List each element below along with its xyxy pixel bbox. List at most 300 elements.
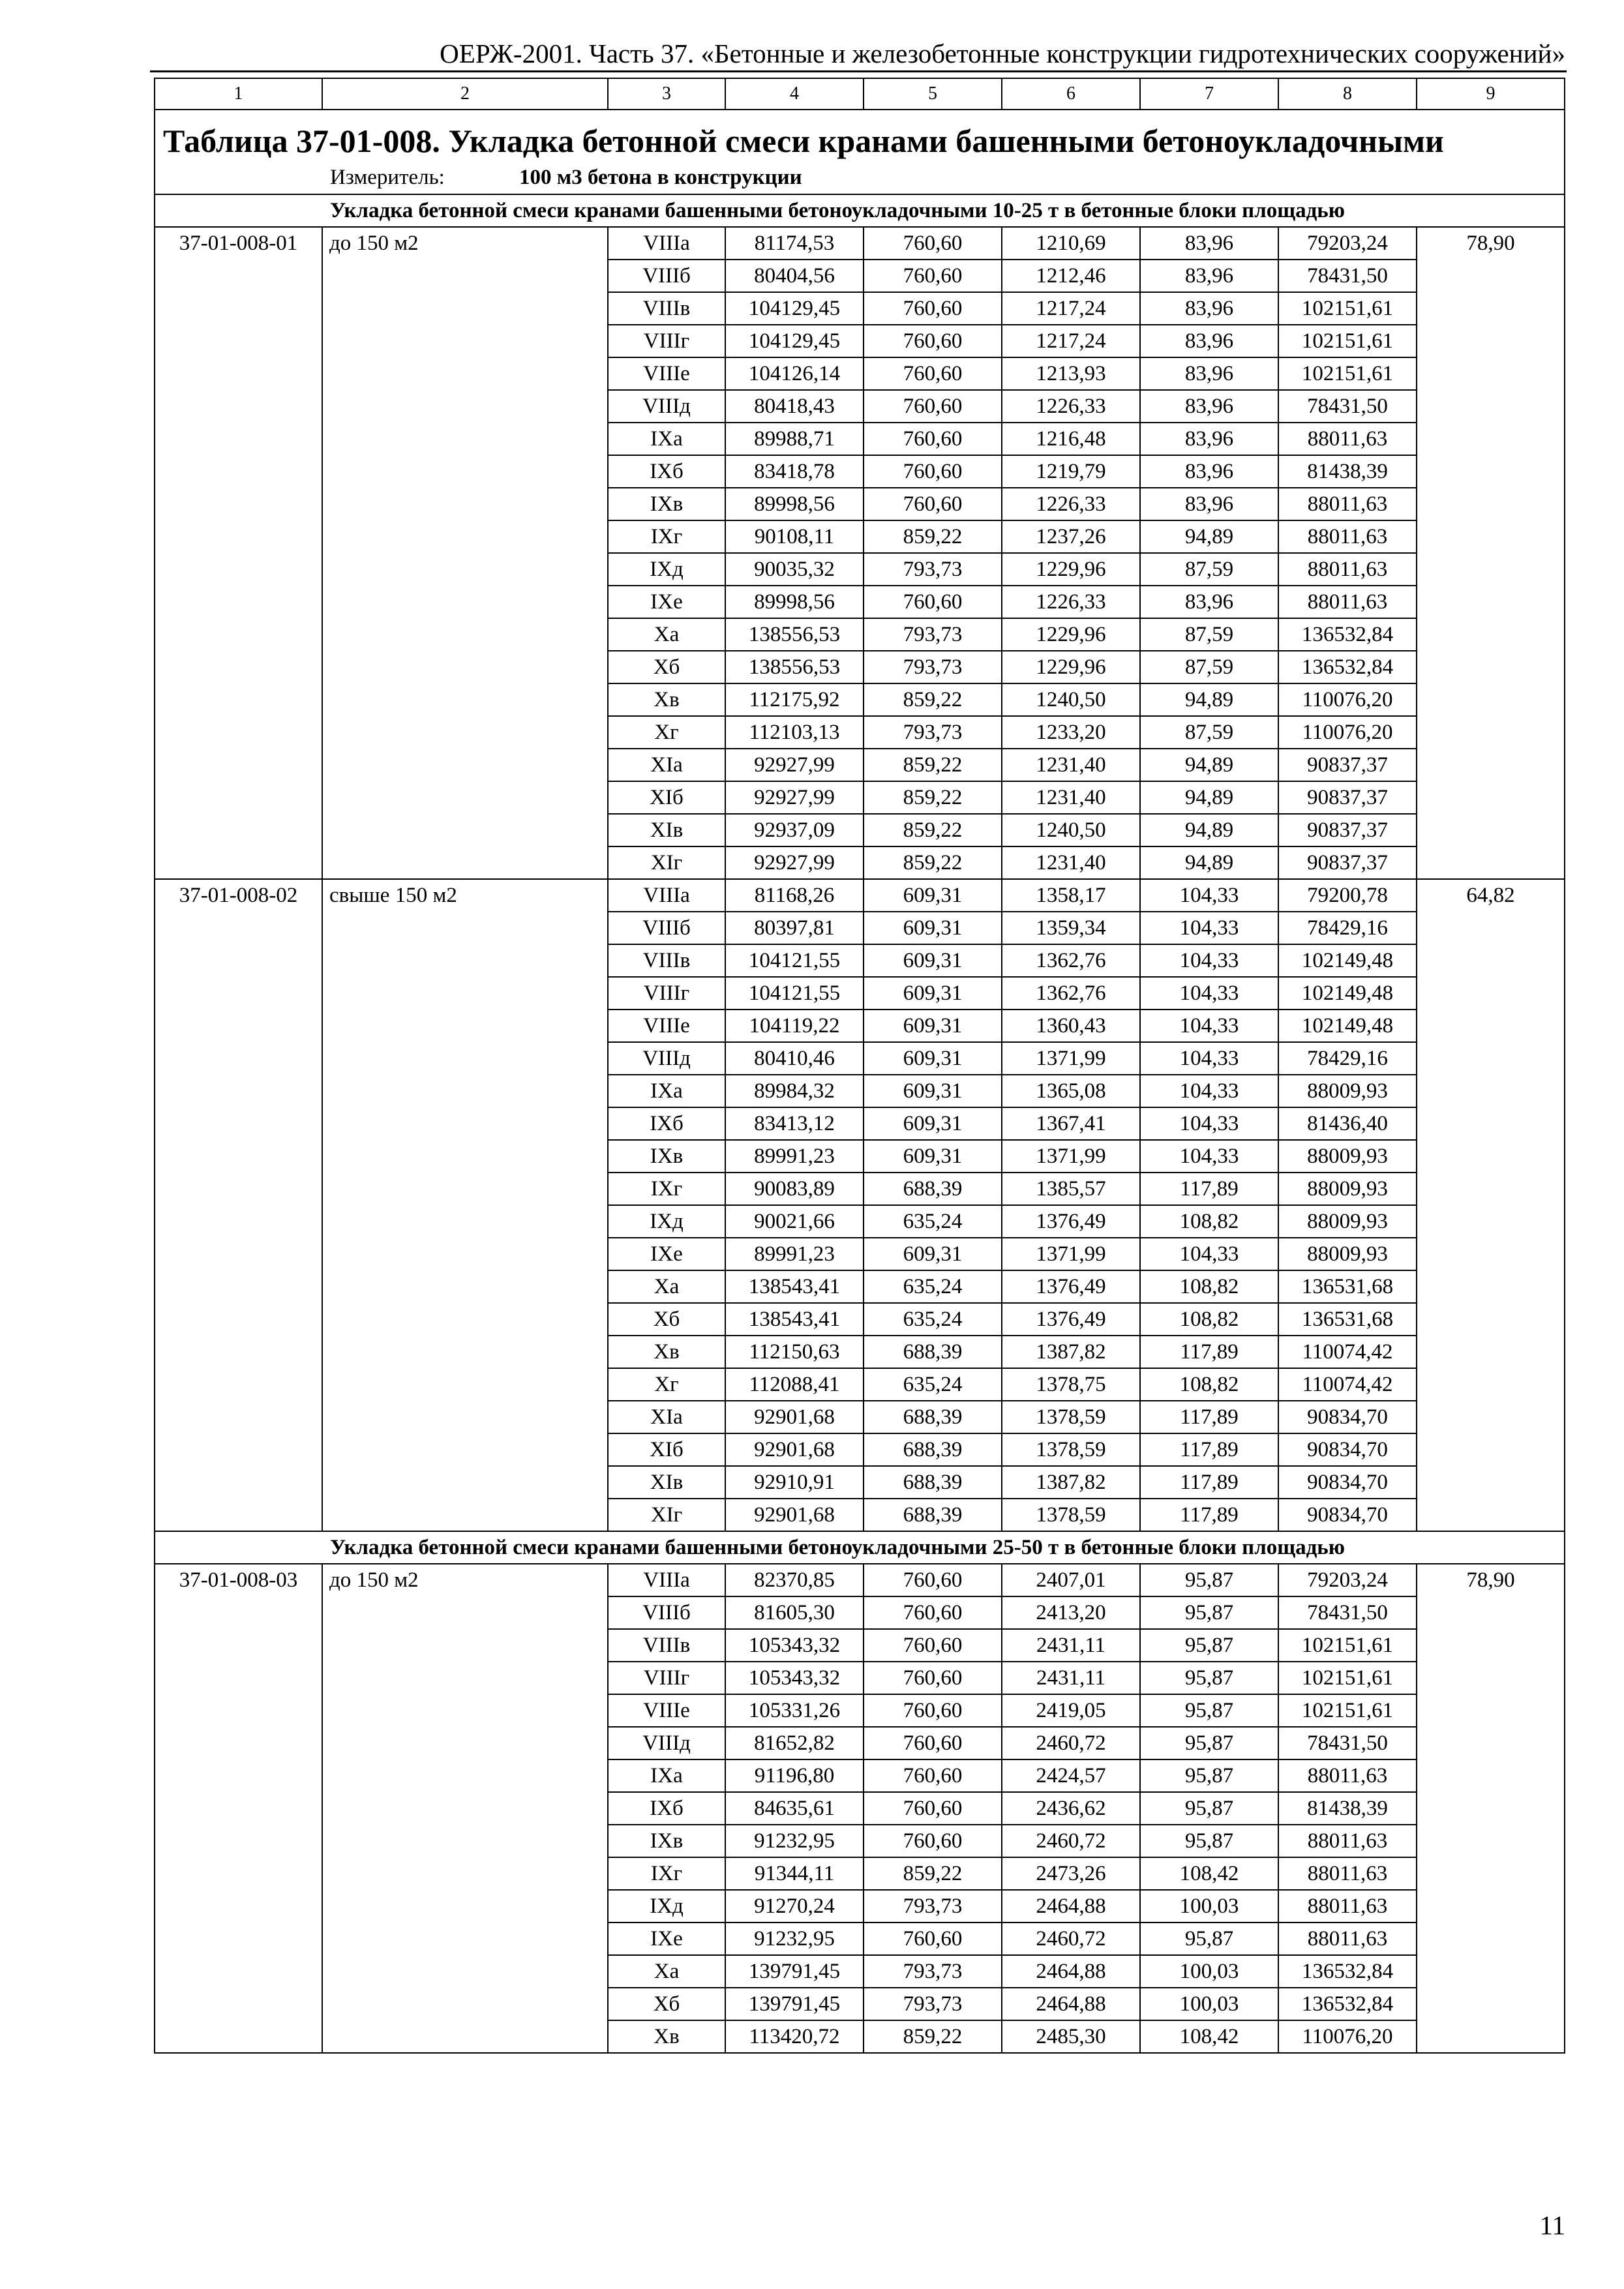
material-cost: 90837,37 <box>1278 846 1417 879</box>
operator-wage: 104,33 <box>1140 1140 1278 1173</box>
measure-row <box>155 161 1565 194</box>
labor-cost: 859,22 <box>864 749 1002 781</box>
operator-wage: 108,42 <box>1140 1857 1278 1890</box>
operator-wage: 104,33 <box>1140 879 1278 912</box>
machine-cost: 2436,62 <box>1002 1792 1140 1825</box>
total-cost: 82370,85 <box>725 1564 864 1596</box>
territory-class: VIIIа <box>608 227 725 260</box>
total-cost: 138543,41 <box>725 1270 864 1303</box>
operator-wage: 117,89 <box>1140 1401 1278 1433</box>
territory-class: IXд <box>608 1205 725 1238</box>
column-number: 1 <box>155 78 322 110</box>
operator-wage: 83,96 <box>1140 423 1278 455</box>
labor-cost: 793,73 <box>864 553 1002 586</box>
labor-cost: 793,73 <box>864 618 1002 651</box>
page-number: 11 <box>1539 2210 1565 2240</box>
material-cost: 78429,16 <box>1278 912 1417 944</box>
operator-wage: 94,89 <box>1140 683 1278 716</box>
machine-cost: 1217,24 <box>1002 325 1140 357</box>
labor-cost: 609,31 <box>864 879 1002 912</box>
material-cost: 102151,61 <box>1278 357 1417 390</box>
material-cost: 78431,50 <box>1278 260 1417 292</box>
column-number: 2 <box>322 78 608 110</box>
material-cost: 88011,63 <box>1278 1890 1417 1922</box>
total-cost: 91232,95 <box>725 1922 864 1955</box>
total-cost: 89988,71 <box>725 423 864 455</box>
territory-class: IXа <box>608 1759 725 1792</box>
labor-cost: 793,73 <box>864 1955 1002 1988</box>
machine-cost: 1226,33 <box>1002 488 1140 520</box>
labor-cost: 609,31 <box>864 944 1002 977</box>
machine-cost: 1387,82 <box>1002 1336 1140 1368</box>
total-cost: 89998,56 <box>725 586 864 618</box>
machine-cost: 1217,24 <box>1002 292 1140 325</box>
material-cost: 102151,61 <box>1278 1662 1417 1694</box>
material-cost: 136532,84 <box>1278 1955 1417 1988</box>
machine-cost: 2485,30 <box>1002 2020 1140 2053</box>
territory-class: IXв <box>608 1825 725 1857</box>
total-cost: 81652,82 <box>725 1727 864 1759</box>
machine-cost: 1231,40 <box>1002 846 1140 879</box>
labor-cost: 760,60 <box>864 260 1002 292</box>
total-cost: 89991,23 <box>725 1140 864 1173</box>
machine-cost: 1371,99 <box>1002 1140 1140 1173</box>
total-cost: 92927,99 <box>725 846 864 879</box>
machine-cost: 1226,33 <box>1002 586 1140 618</box>
material-cost: 102149,48 <box>1278 944 1417 977</box>
operator-wage: 117,89 <box>1140 1173 1278 1205</box>
machine-cost: 2460,72 <box>1002 1922 1140 1955</box>
rate-name: до 150 м2 <box>322 1564 608 2053</box>
material-cost: 88011,63 <box>1278 1825 1417 1857</box>
material-cost: 110076,20 <box>1278 2020 1417 2053</box>
operator-wage: 95,87 <box>1140 1759 1278 1792</box>
territory-class: VIIIе <box>608 357 725 390</box>
total-cost: 91344,11 <box>725 1857 864 1890</box>
territory-class: Xб <box>608 1303 725 1336</box>
labor-cost: 609,31 <box>864 1042 1002 1075</box>
column-number: 3 <box>608 78 725 110</box>
column-numbers-row <box>155 78 1565 110</box>
labor-cost: 793,73 <box>864 1988 1002 2020</box>
territory-class: VIIIб <box>608 912 725 944</box>
machine-cost: 2464,88 <box>1002 1955 1140 1988</box>
material-cost: 78431,50 <box>1278 1727 1417 1759</box>
territory-class: VIIIд <box>608 390 725 423</box>
material-cost: 88011,63 <box>1278 488 1417 520</box>
material-cost: 90834,70 <box>1278 1499 1417 1531</box>
total-cost: 104126,14 <box>725 357 864 390</box>
machine-cost: 2460,72 <box>1002 1727 1140 1759</box>
operator-wage: 95,87 <box>1140 1792 1278 1825</box>
territory-class: XIг <box>608 846 725 879</box>
territory-class: Xг <box>608 1368 725 1401</box>
material-cost: 136532,84 <box>1278 618 1417 651</box>
operator-wage: 108,82 <box>1140 1205 1278 1238</box>
operator-wage: 100,03 <box>1140 1955 1278 1988</box>
measure-label: Измеритель: <box>330 166 445 189</box>
operator-wage: 94,89 <box>1140 846 1278 879</box>
territory-class: Xв <box>608 2020 725 2053</box>
operator-wage: 100,03 <box>1140 1988 1278 2020</box>
table-title-cell <box>155 110 1565 161</box>
territory-class: XIв <box>608 1466 725 1499</box>
territory-class: Xа <box>608 1955 725 1988</box>
material-cost: 90837,37 <box>1278 749 1417 781</box>
operator-wage: 104,33 <box>1140 1042 1278 1075</box>
territory-class: IXб <box>608 1107 725 1140</box>
machine-cost: 1212,46 <box>1002 260 1140 292</box>
total-cost: 112175,92 <box>725 683 864 716</box>
labor-cost: 688,39 <box>864 1401 1002 1433</box>
operator-wage: 83,96 <box>1140 325 1278 357</box>
labor-cost: 760,60 <box>864 1727 1002 1759</box>
labor-cost: 688,39 <box>864 1173 1002 1205</box>
total-cost: 91270,24 <box>725 1890 864 1922</box>
territory-class: VIIIв <box>608 1629 725 1662</box>
material-cost: 90834,70 <box>1278 1466 1417 1499</box>
machine-cost: 1362,76 <box>1002 944 1140 977</box>
territory-class: XIг <box>608 1499 725 1531</box>
section-heading-row <box>155 194 1565 227</box>
territory-class: IXе <box>608 586 725 618</box>
machine-cost: 1376,49 <box>1002 1303 1140 1336</box>
total-cost: 92910,91 <box>725 1466 864 1499</box>
material-cost: 88011,63 <box>1278 1759 1417 1792</box>
labor-cost: 760,60 <box>864 1759 1002 1792</box>
rate-name: свыше 150 м2 <box>322 879 608 1531</box>
labor-cost: 688,39 <box>864 1433 1002 1466</box>
total-cost: 92901,68 <box>725 1499 864 1531</box>
labor-cost: 609,31 <box>864 1238 1002 1270</box>
operator-wage: 95,87 <box>1140 1694 1278 1727</box>
total-cost: 81168,26 <box>725 879 864 912</box>
machine-cost: 1365,08 <box>1002 1075 1140 1107</box>
material-cost: 110076,20 <box>1278 716 1417 749</box>
territory-class: Xб <box>608 651 725 683</box>
total-cost: 104121,55 <box>725 944 864 977</box>
machine-cost: 2431,11 <box>1002 1662 1140 1694</box>
operator-wage: 83,96 <box>1140 357 1278 390</box>
territory-class: VIIIв <box>608 944 725 977</box>
labor-hours: 64,82 <box>1417 879 1565 1531</box>
material-cost: 88009,93 <box>1278 1140 1417 1173</box>
column-number: 6 <box>1002 78 1140 110</box>
labor-hours: 78,90 <box>1417 227 1565 879</box>
machine-cost: 2419,05 <box>1002 1694 1140 1727</box>
operator-wage: 94,89 <box>1140 749 1278 781</box>
table-title-row <box>155 110 1565 161</box>
section-heading-row <box>155 1531 1565 1564</box>
material-cost: 88009,93 <box>1278 1075 1417 1107</box>
material-cost: 81438,39 <box>1278 1792 1417 1825</box>
material-cost: 88009,93 <box>1278 1238 1417 1270</box>
labor-cost: 859,22 <box>864 814 1002 846</box>
territory-class: VIIIв <box>608 292 725 325</box>
total-cost: 112088,41 <box>725 1368 864 1401</box>
labor-cost: 635,24 <box>864 1205 1002 1238</box>
territory-class: IXе <box>608 1922 725 1955</box>
total-cost: 138556,53 <box>725 618 864 651</box>
labor-cost: 760,60 <box>864 1662 1002 1694</box>
territory-class: XIб <box>608 781 725 814</box>
territory-class: IXд <box>608 1890 725 1922</box>
operator-wage: 95,87 <box>1140 1596 1278 1629</box>
machine-cost: 1387,82 <box>1002 1466 1140 1499</box>
labor-cost: 635,24 <box>864 1303 1002 1336</box>
operator-wage: 83,96 <box>1140 260 1278 292</box>
operator-wage: 100,03 <box>1140 1890 1278 1922</box>
total-cost: 89991,23 <box>725 1238 864 1270</box>
labor-cost: 760,60 <box>864 586 1002 618</box>
material-cost: 88009,93 <box>1278 1173 1417 1205</box>
material-cost: 90834,70 <box>1278 1433 1417 1466</box>
total-cost: 92901,68 <box>725 1401 864 1433</box>
labor-cost: 760,60 <box>864 1694 1002 1727</box>
territory-class: VIIIб <box>608 260 725 292</box>
operator-wage: 83,96 <box>1140 586 1278 618</box>
labor-cost: 635,24 <box>864 1270 1002 1303</box>
total-cost: 105343,32 <box>725 1662 864 1694</box>
material-cost: 78431,50 <box>1278 390 1417 423</box>
operator-wage: 94,89 <box>1140 814 1278 846</box>
territory-class: IXе <box>608 1238 725 1270</box>
operator-wage: 95,87 <box>1140 1825 1278 1857</box>
total-cost: 89984,32 <box>725 1075 864 1107</box>
territory-class: XIв <box>608 814 725 846</box>
labor-cost: 688,39 <box>864 1336 1002 1368</box>
territory-class: IXг <box>608 520 725 553</box>
material-cost: 79203,24 <box>1278 1564 1417 1596</box>
machine-cost: 1358,17 <box>1002 879 1140 912</box>
machine-cost: 1229,96 <box>1002 651 1140 683</box>
measure-cell <box>155 161 1565 194</box>
machine-cost: 1371,99 <box>1002 1238 1140 1270</box>
material-cost: 81436,40 <box>1278 1107 1417 1140</box>
machine-cost: 2431,11 <box>1002 1629 1140 1662</box>
machine-cost: 1362,76 <box>1002 977 1140 1010</box>
territory-class: IXб <box>608 455 725 488</box>
total-cost: 139791,45 <box>725 1988 864 2020</box>
material-cost: 102149,48 <box>1278 1010 1417 1042</box>
operator-wage: 94,89 <box>1140 520 1278 553</box>
rates-table <box>154 78 1565 2054</box>
rate-name: до 150 м2 <box>322 227 608 879</box>
labor-cost: 760,60 <box>864 1564 1002 1596</box>
labor-cost: 760,60 <box>864 1825 1002 1857</box>
table-row <box>155 227 1565 260</box>
operator-wage: 108,82 <box>1140 1303 1278 1336</box>
operator-wage: 104,33 <box>1140 1107 1278 1140</box>
machine-cost: 1226,33 <box>1002 390 1140 423</box>
labor-cost: 609,31 <box>864 1107 1002 1140</box>
labor-cost: 635,24 <box>864 1368 1002 1401</box>
material-cost: 136532,84 <box>1278 651 1417 683</box>
territory-class: Xб <box>608 1988 725 2020</box>
labor-cost: 760,60 <box>864 292 1002 325</box>
territory-class: Xв <box>608 1336 725 1368</box>
operator-wage: 87,59 <box>1140 651 1278 683</box>
table-row <box>155 1564 1565 1596</box>
labor-cost: 760,60 <box>864 423 1002 455</box>
material-cost: 88011,63 <box>1278 586 1417 618</box>
rate-code: 37-01-008-03 <box>155 1564 322 2053</box>
territory-class: VIIIг <box>608 325 725 357</box>
operator-wage: 104,33 <box>1140 1075 1278 1107</box>
section-heading: Укладка бетонной смеси кранами башенными бетоноукладочными 25-50 т в бетонные блоки площадью <box>155 1531 1565 1564</box>
machine-cost: 2464,88 <box>1002 1988 1140 2020</box>
labor-cost: 609,31 <box>864 977 1002 1010</box>
column-number: 7 <box>1140 78 1278 110</box>
material-cost: 102151,61 <box>1278 292 1417 325</box>
material-cost: 79203,24 <box>1278 227 1417 260</box>
labor-cost: 760,60 <box>864 1792 1002 1825</box>
running-header: ОЕРЖ-2001. Часть 37. «Бетонные и железобетонные конструкции гидротехнических сооружений» <box>440 38 1565 68</box>
total-cost: 83418,78 <box>725 455 864 488</box>
machine-cost: 1229,96 <box>1002 618 1140 651</box>
total-cost: 91232,95 <box>725 1825 864 1857</box>
labor-cost: 859,22 <box>864 846 1002 879</box>
machine-cost: 1233,20 <box>1002 716 1140 749</box>
operator-wage: 117,89 <box>1140 1499 1278 1531</box>
machine-cost: 1229,96 <box>1002 553 1140 586</box>
operator-wage: 83,96 <box>1140 488 1278 520</box>
machine-cost: 1378,59 <box>1002 1499 1140 1531</box>
machine-cost: 2464,88 <box>1002 1890 1140 1922</box>
territory-class: Xа <box>608 618 725 651</box>
total-cost: 90083,89 <box>725 1173 864 1205</box>
table-title: Таблица 37-01-008. Укладка бетонной смеси кранами башенными бетоноукладочными <box>163 123 1444 159</box>
column-number: 8 <box>1278 78 1417 110</box>
material-cost: 88009,93 <box>1278 1205 1417 1238</box>
machine-cost: 1376,49 <box>1002 1205 1140 1238</box>
territory-class: VIIIд <box>608 1727 725 1759</box>
operator-wage: 108,42 <box>1140 2020 1278 2053</box>
machine-cost: 2407,01 <box>1002 1564 1140 1596</box>
operator-wage: 117,89 <box>1140 1336 1278 1368</box>
total-cost: 139791,45 <box>725 1955 864 1988</box>
labor-cost: 688,39 <box>864 1466 1002 1499</box>
machine-cost: 1378,59 <box>1002 1401 1140 1433</box>
machine-cost: 1371,99 <box>1002 1042 1140 1075</box>
operator-wage: 108,82 <box>1140 1368 1278 1401</box>
total-cost: 104119,22 <box>725 1010 864 1042</box>
labor-cost: 760,60 <box>864 1922 1002 1955</box>
material-cost: 110074,42 <box>1278 1368 1417 1401</box>
total-cost: 90108,11 <box>725 520 864 553</box>
column-number: 5 <box>864 78 1002 110</box>
labor-cost: 760,60 <box>864 488 1002 520</box>
total-cost: 104121,55 <box>725 977 864 1010</box>
column-number: 9 <box>1417 78 1565 110</box>
operator-wage: 87,59 <box>1140 618 1278 651</box>
territory-class: XIб <box>608 1433 725 1466</box>
material-cost: 102151,61 <box>1278 325 1417 357</box>
machine-cost: 1378,75 <box>1002 1368 1140 1401</box>
total-cost: 83413,12 <box>725 1107 864 1140</box>
material-cost: 78431,50 <box>1278 1596 1417 1629</box>
total-cost: 105331,26 <box>725 1694 864 1727</box>
territory-class: IXд <box>608 553 725 586</box>
measure-value: 100 м3 бетона в конструкции <box>519 166 802 189</box>
total-cost: 92927,99 <box>725 781 864 814</box>
operator-wage: 117,89 <box>1140 1466 1278 1499</box>
labor-cost: 609,31 <box>864 1140 1002 1173</box>
territory-class: VIIIе <box>608 1010 725 1042</box>
total-cost: 138543,41 <box>725 1303 864 1336</box>
labor-cost: 760,60 <box>864 455 1002 488</box>
labor-cost: 609,31 <box>864 1075 1002 1107</box>
machine-cost: 1367,41 <box>1002 1107 1140 1140</box>
machine-cost: 1240,50 <box>1002 683 1140 716</box>
operator-wage: 95,87 <box>1140 1629 1278 1662</box>
operator-wage: 117,89 <box>1140 1433 1278 1466</box>
material-cost: 79200,78 <box>1278 879 1417 912</box>
territory-class: VIIIд <box>608 1042 725 1075</box>
machine-cost: 1376,49 <box>1002 1270 1140 1303</box>
labor-cost: 793,73 <box>864 716 1002 749</box>
material-cost: 110074,42 <box>1278 1336 1417 1368</box>
operator-wage: 104,33 <box>1140 944 1278 977</box>
total-cost: 84635,61 <box>725 1792 864 1825</box>
total-cost: 92937,09 <box>725 814 864 846</box>
section-heading: Укладка бетонной смеси кранами башенными бетоноукладочными 10-25 т в бетонные блоки площадью <box>155 194 1565 227</box>
territory-class: Xг <box>608 716 725 749</box>
material-cost: 88011,63 <box>1278 423 1417 455</box>
territory-class: IXа <box>608 1075 725 1107</box>
operator-wage: 108,82 <box>1140 1270 1278 1303</box>
labor-cost: 760,60 <box>864 325 1002 357</box>
territory-class: VIIIг <box>608 1662 725 1694</box>
material-cost: 81438,39 <box>1278 455 1417 488</box>
material-cost: 102149,48 <box>1278 977 1417 1010</box>
total-cost: 81174,53 <box>725 227 864 260</box>
rate-code: 37-01-008-01 <box>155 227 322 879</box>
territory-class: IXа <box>608 423 725 455</box>
column-number: 4 <box>725 78 864 110</box>
total-cost: 89998,56 <box>725 488 864 520</box>
operator-wage: 95,87 <box>1140 1922 1278 1955</box>
total-cost: 92927,99 <box>725 749 864 781</box>
operator-wage: 83,96 <box>1140 455 1278 488</box>
labor-cost: 760,60 <box>864 390 1002 423</box>
territory-class: Xа <box>608 1270 725 1303</box>
machine-cost: 1210,69 <box>1002 227 1140 260</box>
territory-class: Xв <box>608 683 725 716</box>
machine-cost: 1360,43 <box>1002 1010 1140 1042</box>
material-cost: 88011,63 <box>1278 520 1417 553</box>
machine-cost: 1216,48 <box>1002 423 1140 455</box>
total-cost: 104129,45 <box>725 292 864 325</box>
total-cost: 112150,63 <box>725 1336 864 1368</box>
machine-cost: 1213,93 <box>1002 357 1140 390</box>
machine-cost: 1219,79 <box>1002 455 1140 488</box>
table-row <box>155 879 1565 912</box>
operator-wage: 94,89 <box>1140 781 1278 814</box>
operator-wage: 95,87 <box>1140 1727 1278 1759</box>
total-cost: 80410,46 <box>725 1042 864 1075</box>
total-cost: 138556,53 <box>725 651 864 683</box>
material-cost: 110076,20 <box>1278 683 1417 716</box>
machine-cost: 2413,20 <box>1002 1596 1140 1629</box>
labor-cost: 609,31 <box>864 912 1002 944</box>
labor-cost: 760,60 <box>864 1596 1002 1629</box>
material-cost: 90834,70 <box>1278 1401 1417 1433</box>
labor-cost: 760,60 <box>864 357 1002 390</box>
operator-wage: 83,96 <box>1140 292 1278 325</box>
territory-class: IXв <box>608 1140 725 1173</box>
header-rule <box>150 70 1567 72</box>
